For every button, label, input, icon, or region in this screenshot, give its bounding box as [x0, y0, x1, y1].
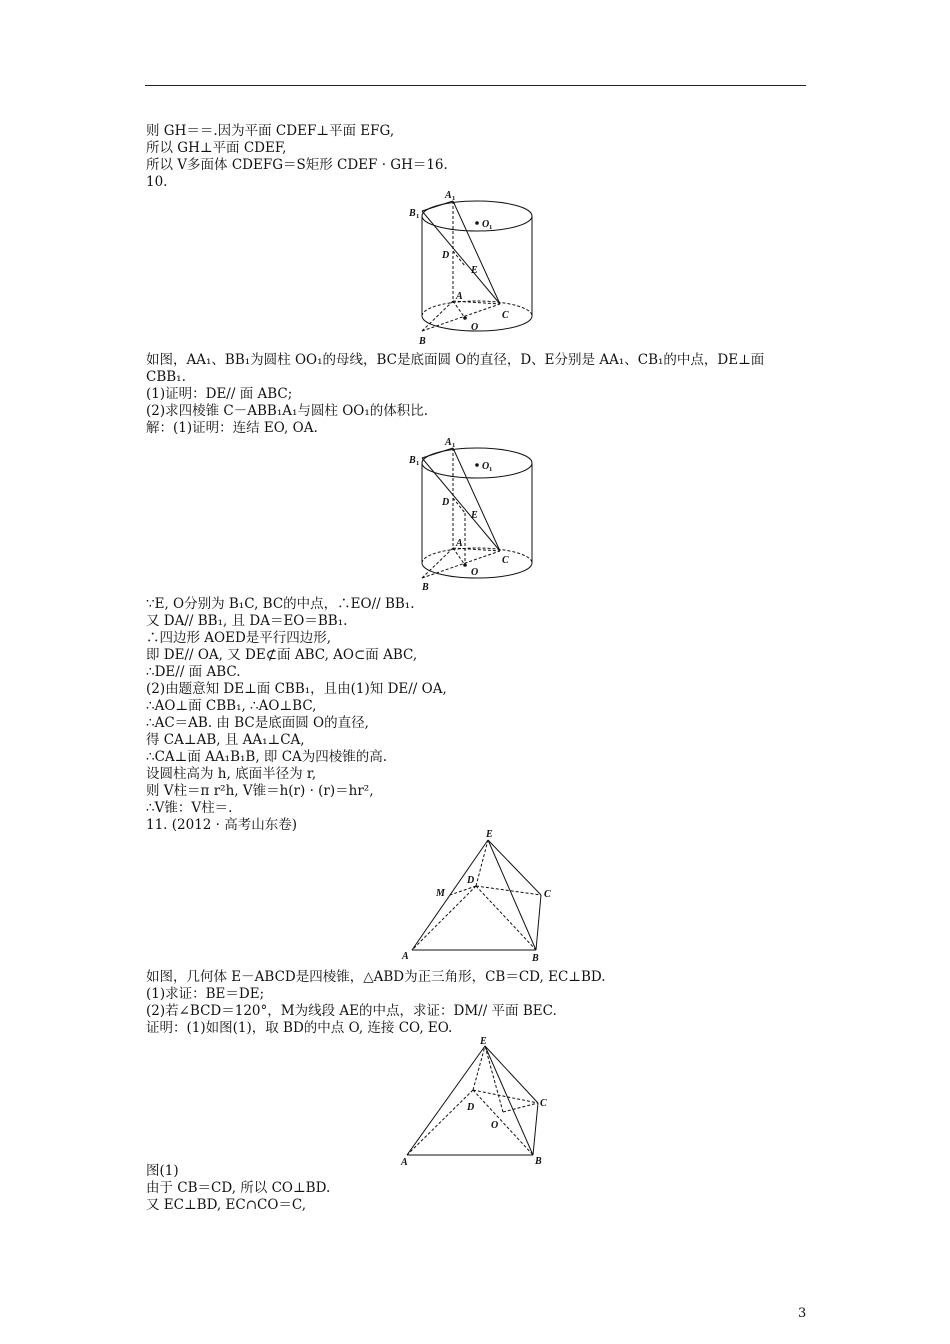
text-line: 由于 CB＝CD, 所以 CO⊥BD.	[146, 1180, 331, 1196]
text-line: 得 CA⊥AB, 且 AA₁⊥CA,	[146, 732, 305, 748]
label-a1: A	[445, 437, 452, 448]
label-e: E	[471, 265, 478, 276]
cylinder-figure-1	[405, 186, 550, 346]
text-line: ∵E, O分别为 B₁C, BC的中点，∴EO// BB₁.	[146, 596, 415, 612]
label-o1: O	[482, 461, 490, 472]
text-line: ∴V锥：V柱＝.	[146, 800, 233, 816]
label-b: B	[419, 336, 426, 347]
pyramid-figure-1	[400, 827, 565, 967]
label-b1-sub: 1	[416, 460, 420, 467]
label-d: D	[442, 250, 450, 261]
label-o: O	[491, 1120, 499, 1131]
label-c: C	[502, 555, 509, 566]
text-line: (2)由题意知 DE⊥面 CBB₁，且由(1)知 DE// OA,	[146, 681, 447, 697]
label-b1-sub: 1	[416, 213, 420, 220]
label-b: B	[535, 1156, 542, 1167]
label-a: A	[456, 291, 463, 302]
label-o1-sub: 1	[489, 224, 493, 231]
label-a: A	[401, 1157, 408, 1168]
label-o1: O	[482, 219, 490, 230]
cylinder-figure-2	[405, 433, 550, 593]
text-line: (1)求证：BE＝DE;	[146, 986, 265, 1002]
label-m: M	[436, 888, 445, 899]
label-o: O	[471, 322, 479, 333]
text-line: 如图，AA₁、BB₁为圆柱 OO₁的母线，BC是底面圆 O的直径，D、E分别是 AA₁、CB₁的中点，DE⊥面	[146, 352, 765, 368]
text-line: 则 V柱＝π r²h, V锥＝h(r) · (r)＝hr²,	[146, 783, 374, 799]
pyramid-figure-2	[395, 1032, 560, 1172]
label-b1: B	[409, 455, 416, 466]
label-a1-sub: 1	[452, 442, 456, 449]
label-o1-sub: 1	[489, 466, 493, 473]
label-d: D	[467, 1102, 475, 1113]
label-e: E	[486, 829, 493, 840]
text-line: ∴AO⊥面 CBB₁, ∴AO⊥BC,	[146, 698, 317, 714]
text-line: 又 DA// BB₁, 且 DA＝EO＝BB₁.	[146, 613, 348, 629]
text-line: 即 DE// OA, 又 DE⊄面 ABC, AO⊂面 ABC,	[146, 647, 418, 663]
label-a: A	[402, 951, 409, 962]
text-line: ∴CA⊥面 AA₁B₁B, 即 CA为四棱锥的高.	[146, 749, 388, 765]
label-a1-sub: 1	[452, 195, 456, 202]
text-line: 所以 GH⊥平面 CDEF,	[146, 140, 287, 156]
figure-caption: 图(1)	[146, 1163, 179, 1179]
text-line: (1)证明：DE// 面 ABC;	[146, 386, 293, 402]
text-line: 如图，几何体 E－ABCD是四棱锥，△ABD为正三角形，CB＝CD, EC⊥BD.	[146, 969, 606, 985]
label-b1: B	[409, 208, 416, 219]
text-line: 所以 V多面体 CDEFG＝S矩形 CDEF · GH＝16.	[146, 157, 448, 173]
text-line: ∴四边形 AOED是平行四边形,	[146, 630, 332, 646]
text-line: 设圆柱高为 h, 底面半径为 r,	[146, 766, 317, 782]
label-a: A	[456, 538, 463, 549]
label-c: C	[544, 889, 551, 900]
label-b: B	[422, 582, 429, 593]
text-line: 则 GH＝＝.因为平面 CDEF⊥平面 EFG,	[146, 123, 395, 139]
text-line: 10.	[146, 174, 168, 190]
label-d: D	[442, 497, 450, 508]
label-d: D	[467, 875, 475, 886]
header-rule	[145, 85, 806, 86]
text-line: ∴AC＝AB. 由 BC是底面圆 O的直径,	[146, 715, 369, 731]
label-c: C	[502, 310, 509, 321]
label-e: E	[480, 1036, 487, 1047]
label-c: C	[540, 1098, 547, 1109]
page-number: 3	[798, 1306, 807, 1321]
text-line: 又 EC⊥BD, EC∩CO＝C,	[146, 1197, 307, 1213]
text-line: (2)求四棱锥 C－ABB₁A₁与圆柱 OO₁的体积比.	[146, 403, 429, 419]
text-line: 证明：(1)如图(1)，取 BD的中点 O, 连接 CO, EO.	[146, 1020, 453, 1036]
label-o: O	[471, 567, 479, 578]
label-a1: A	[445, 190, 452, 201]
text-line: (2)若∠BCD＝120°，M为线段 AE的中点，求证：DM// 平面 BEC.	[146, 1003, 557, 1019]
text-line: CBB₁.	[146, 369, 186, 385]
label-b: B	[532, 953, 539, 964]
text-line: 11. (2012 · 高考山东卷)	[146, 817, 298, 833]
text-line: ∴DE// 面 ABC.	[146, 664, 241, 680]
label-e: E	[471, 510, 478, 521]
text-line: 解：(1)证明：连结 EO, OA.	[146, 420, 318, 436]
